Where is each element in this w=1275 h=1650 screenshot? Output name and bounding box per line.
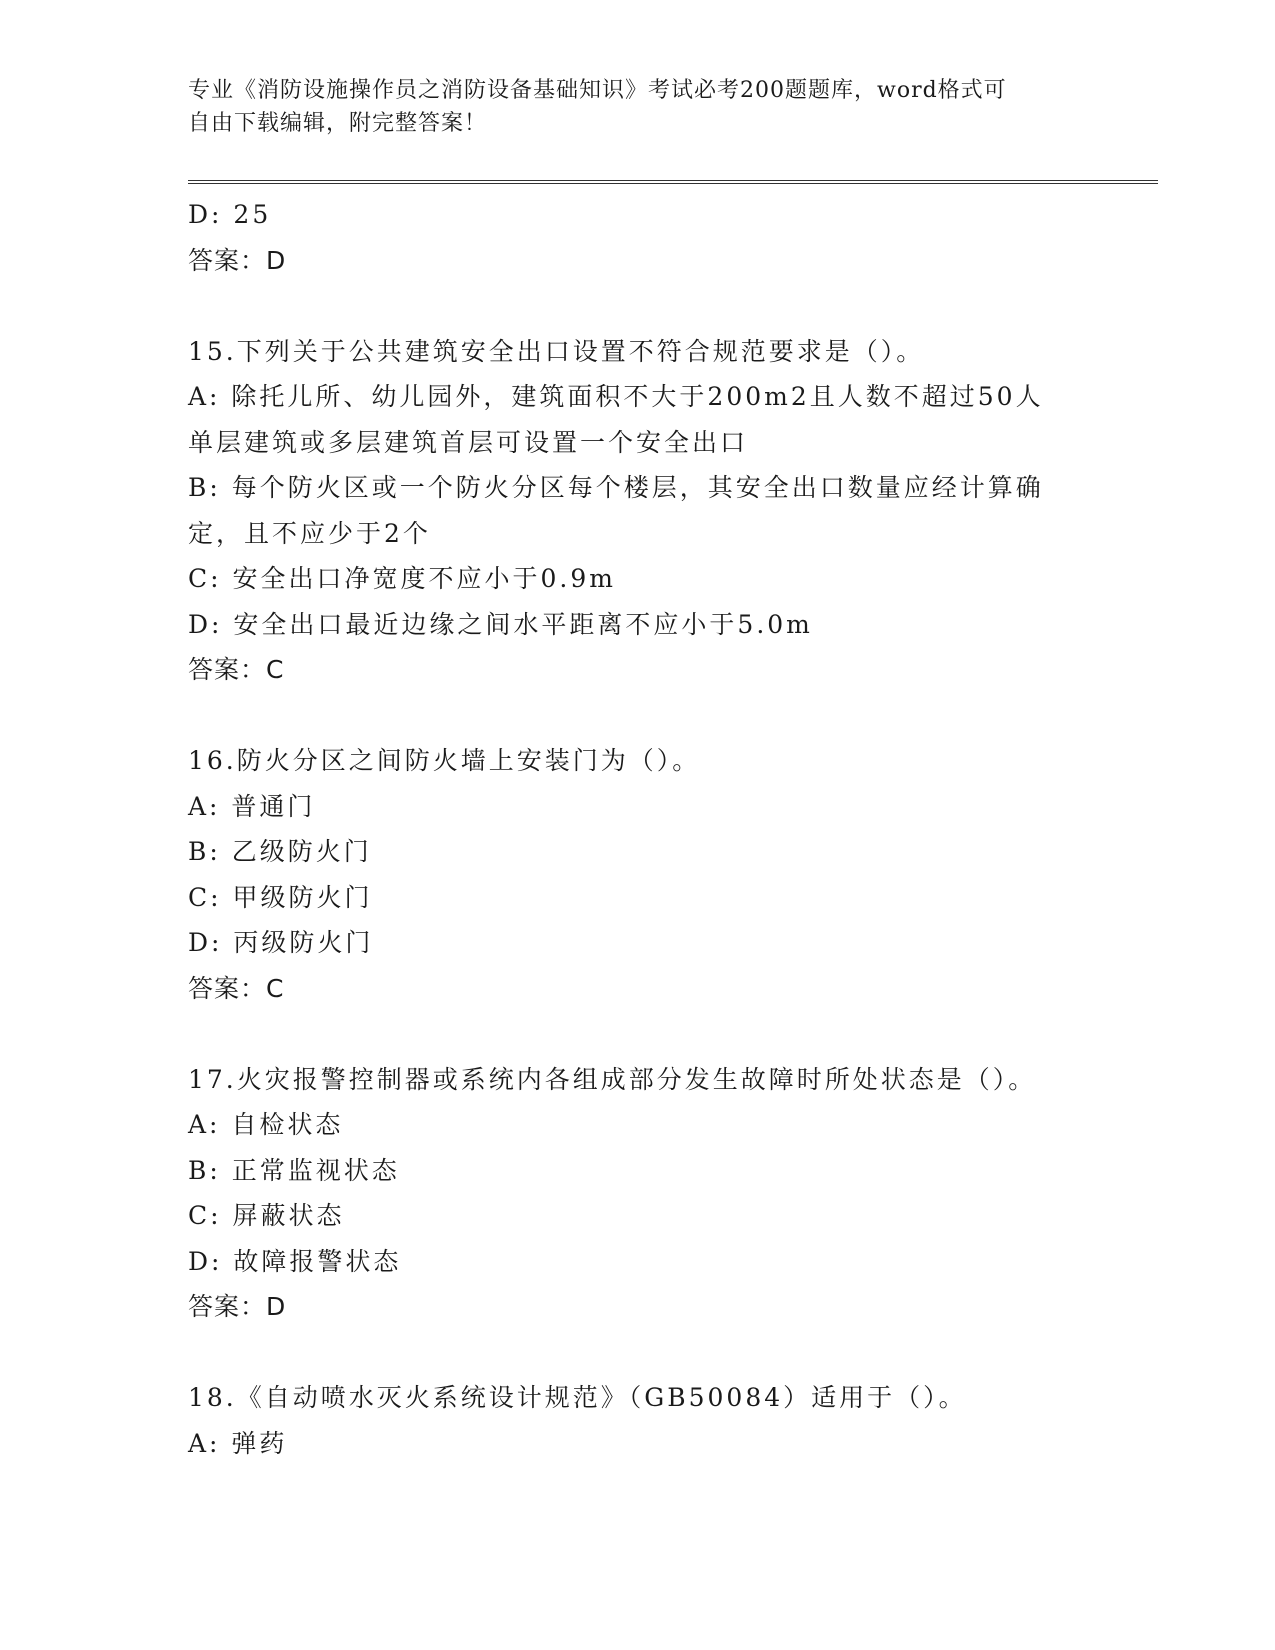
question-stem: 15.下列关于公共建筑安全出口设置不符合规范要求是（）。: [188, 336, 925, 366]
option-b-continued: 定，且不应少于2个: [188, 518, 431, 548]
option-c: C: 屏蔽状态: [188, 1201, 345, 1230]
option-b: B: 正常监视状态: [188, 1155, 400, 1185]
answer-line: 答案：C: [188, 655, 285, 684]
answer-line: 答案：C: [188, 973, 285, 1003]
question-17: [188, 1057, 1088, 1330]
option-b: B: 乙级防火门: [188, 837, 372, 866]
option-d: D: 丙级防火门: [188, 928, 374, 957]
option-d: D: 25: [188, 200, 272, 229]
option-d: D: 故障报警状态: [188, 1246, 402, 1276]
option-a: A: 除托儿所、幼儿园外，建筑面积不大于200m2且人数不超过50人: [188, 382, 1044, 411]
question-18: [188, 1375, 1088, 1466]
question-stem: 17.火灾报警控制器或系统内各组成部分发生故障时所处状态是（）。: [188, 1064, 1037, 1094]
spacer: [188, 1330, 1088, 1376]
question-stem: 16.防火分区之间防火墙上安装门为（）。: [188, 746, 701, 775]
option-c: C: 安全出口净宽度不应小于0.9m: [188, 564, 616, 593]
header-title-line-2: 自由下载编辑，附完整答案！: [188, 111, 488, 136]
option-a-continued: 单层建筑或多层建筑首层可设置一个安全出口: [188, 427, 749, 457]
option-c: C: 甲级防火门: [188, 882, 373, 912]
option-a: A: 普通门: [188, 791, 316, 821]
answer-line: 答案：D: [188, 1292, 287, 1321]
question-16: [188, 738, 1088, 1011]
header-divider-top: [188, 180, 1158, 181]
option-a: A: 自检状态: [188, 1110, 344, 1139]
previous-question-tail: [188, 192, 1088, 283]
option-a: A: 弹药: [188, 1428, 288, 1458]
spacer: [188, 283, 1088, 329]
question-stem: 18.《自动喷水灭火系统设计规范》（GB50084）适用于（）。: [188, 1383, 967, 1412]
spacer: [188, 693, 1088, 739]
spacer: [188, 1011, 1088, 1057]
option-d: D: 安全出口最近边缘之间水平距离不应小于5.0m: [188, 609, 813, 639]
question-content: [188, 192, 1088, 1466]
header-divider-bottom: [188, 183, 1158, 184]
option-b: B: 每个防火区或一个防火分区每个楼层，其安全出口数量应经计算确: [188, 473, 1044, 502]
header-title-line-1: 专业《消防设施操作员之消防设备基础知识》考试必考200题题库，word格式可: [188, 78, 1007, 103]
document-header: [188, 74, 1088, 140]
answer-line: 答案：D: [188, 245, 287, 275]
question-15: [188, 329, 1088, 693]
